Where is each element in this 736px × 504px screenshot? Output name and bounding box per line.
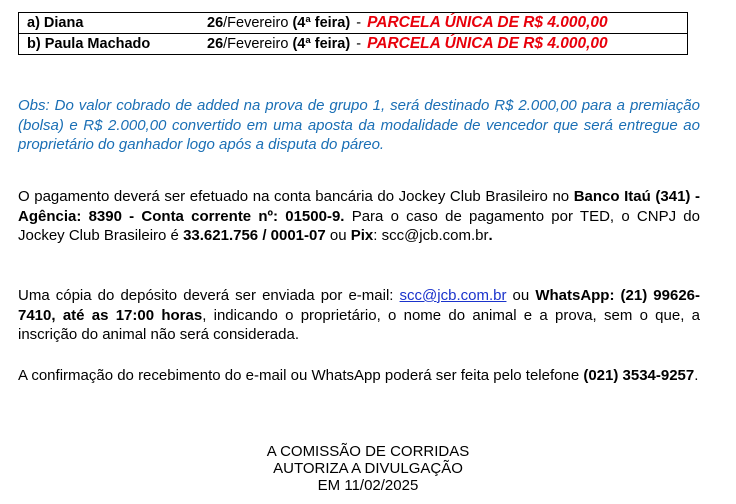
installment-separator: - [356,36,362,52]
copy-text-1: Uma cópia do depósito deverá ser enviada por e-mail: [18,287,400,304]
confirm-paragraph [18,366,700,386]
installment-weekday-open: ( [288,36,298,52]
payment-text-3: Para o caso de pagamento por TED, o CNPJ do Jockey Club Brasileiro é [18,207,700,244]
copy-paragraph [18,286,700,345]
pix-label: Pix [350,227,374,244]
installment-weekday: 4ª feira [297,36,346,52]
table-row [19,13,688,34]
email-link[interactable]: scc@jcb.com.br [399,287,507,304]
whatsapp-contact: WhatsApp: (21) 99626-7410 [18,287,700,324]
signature-block [0,443,736,494]
installment-weekday: 4ª feira [297,15,346,31]
signature-line-3: EM 11/02/2025 [317,477,419,494]
installment-day: 26 [207,15,224,31]
table-row [19,34,688,55]
installment-cell [19,34,688,55]
copy-text-3: , [51,306,63,324]
installment-date [207,36,350,52]
installment-weekday-close: ) [345,15,351,31]
bank-info: Banco Itaú (341) - Agência: 8390 [18,188,700,225]
signature-line-2: AUTORIZA A DIVULGAÇÃO [273,460,463,477]
installment-weekday-open: ( [288,15,298,31]
installments-table [18,12,688,55]
deadline-text: até as 17:00 horas [62,306,203,324]
cnpj-value: 33.621.756 / 0001-07 [183,227,326,244]
installment-month: /Fevereiro [223,36,289,52]
installment-amount: PARCELA ÚNICA DE R$ 4.000,00 [367,14,608,31]
installment-cell [19,13,688,34]
installment-name: a) Diana [27,15,84,31]
pix-key: : scc@jcb.com.br [373,227,489,244]
obs-paragraph: Obs: Do valor cobrado de added na prova de grupo 1, será destinado R$ 2.000,00 para a premiação (bolsa) e R$ 2.000,00 convertido em uma aposta da modalidade de vencedor que será entregue ao proprietário do ganhador logo após a disputa do páreo. [18,97,700,153]
payment-text-2: - [121,207,142,225]
payment-paragraph [18,187,700,246]
signature-line-1: A COMISSÃO DE CORRIDAS [266,443,470,460]
confirm-text-2: . [694,367,699,384]
copy-text-4: , indicando o proprietário, o nome do animal e a prova, sem o que, a inscrição do animal não será considerada. [18,306,700,343]
installment-amount: PARCELA ÚNICA DE R$ 4.000,00 [367,35,608,52]
installment-month: /Fevereiro [223,15,289,31]
installment-name: b) Paula Machado [27,36,151,52]
payment-text-6: . [488,227,493,244]
payment-text-1: O pagamento deverá ser efetuado na conta bancária do Jockey Club Brasileiro no [18,188,574,205]
account-info: Conta corrente nº: 01500-9. [141,207,345,225]
installment-separator: - [356,15,362,31]
installment-date [207,15,350,31]
phone-number: (021) 3534-9257 [583,367,695,384]
copy-text-2: ou [506,287,536,304]
installment-weekday-close: ) [345,36,351,52]
payment-text-4: ou [325,227,351,244]
confirm-text-1: A confirmação do recebimento do e-mail ou WhatsApp poderá ser feita pelo telefone [18,367,584,384]
installment-day: 26 [207,36,224,52]
